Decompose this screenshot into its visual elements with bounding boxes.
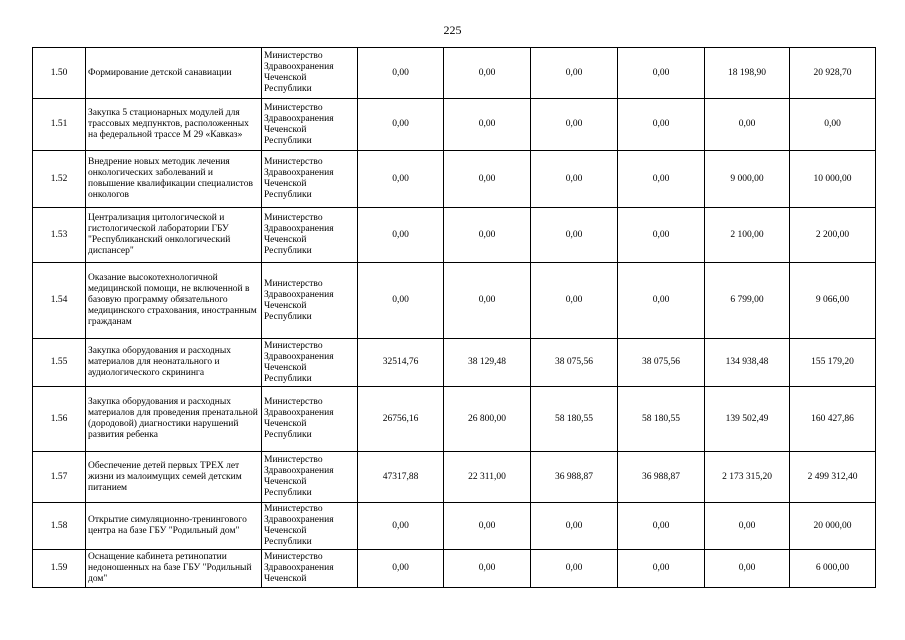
- value-cell: 0,00: [531, 208, 618, 263]
- value-cell: 9 000,00: [705, 151, 790, 208]
- table-row: [33, 208, 876, 263]
- row-number: 1.52: [33, 151, 86, 208]
- row-number: 1.55: [33, 339, 86, 387]
- value-cell: 32514,76: [358, 339, 444, 387]
- table-row: [33, 151, 876, 208]
- measure-name: Закупка 5 стационарных модулей для трассовых медпунктов, расположенных на федеральной трассе М 29 «Кавказ»: [86, 99, 262, 151]
- row-number: 1.56: [33, 387, 86, 452]
- row-number: 1.50: [33, 48, 86, 99]
- value-cell: 160 427,86: [790, 387, 876, 452]
- measure-name: Формирование детской санавиации: [86, 48, 262, 99]
- value-cell: 18 198,90: [705, 48, 790, 99]
- value-cell: 38 075,56: [618, 339, 705, 387]
- value-cell: 0,00: [358, 503, 444, 550]
- value-cell: 0,00: [444, 263, 531, 339]
- table-row: [33, 550, 876, 588]
- value-cell: 6 799,00: [705, 263, 790, 339]
- responsible-org: Министерство Здравоохранения Чеченской Республики: [262, 452, 358, 503]
- value-cell: 38 075,56: [531, 339, 618, 387]
- value-cell: 0,00: [444, 503, 531, 550]
- value-cell: 0,00: [358, 208, 444, 263]
- value-cell: 36 988,87: [618, 452, 705, 503]
- value-cell: 0,00: [531, 151, 618, 208]
- value-cell: 0,00: [358, 151, 444, 208]
- row-number: 1.51: [33, 99, 86, 151]
- value-cell: 134 938,48: [705, 339, 790, 387]
- value-cell: 0,00: [531, 550, 618, 588]
- row-number: 1.57: [33, 452, 86, 503]
- value-cell: 0,00: [358, 48, 444, 99]
- responsible-org: Министерство Здравоохранения Чеченской Республики: [262, 339, 358, 387]
- value-cell: 10 000,00: [790, 151, 876, 208]
- value-cell: 26 800,00: [444, 387, 531, 452]
- value-cell: 2 173 315,20: [705, 452, 790, 503]
- responsible-org: Министерство Здравоохранения Чеченской: [262, 550, 358, 588]
- measure-name: Открытие симуляционно-тренингового центра на базе ГБУ "Родильный дом": [86, 503, 262, 550]
- responsible-org: Министерство Здравоохранения Чеченской Республики: [262, 208, 358, 263]
- value-cell: 0,00: [531, 48, 618, 99]
- value-cell: 0,00: [705, 99, 790, 151]
- value-cell: 2 100,00: [705, 208, 790, 263]
- row-number: 1.58: [33, 503, 86, 550]
- value-cell: 0,00: [444, 550, 531, 588]
- table-row: [33, 339, 876, 387]
- value-cell: 2 200,00: [790, 208, 876, 263]
- table-row: [33, 48, 876, 99]
- value-cell: 139 502,49: [705, 387, 790, 452]
- value-cell: 38 129,48: [444, 339, 531, 387]
- value-cell: 0,00: [358, 99, 444, 151]
- responsible-org: Министерство Здравоохранения Чеченской Республики: [262, 503, 358, 550]
- table-row: [33, 387, 876, 452]
- measure-name: Внедрение новых методик лечения онкологических заболеваний и повышение квалификации специалистов онкологов: [86, 151, 262, 208]
- responsible-org: Министерство Здравоохранения Чеченской Республики: [262, 151, 358, 208]
- value-cell: 0,00: [531, 503, 618, 550]
- responsible-org: Министерство Здравоохранения Чеченской Республики: [262, 99, 358, 151]
- value-cell: 0,00: [705, 550, 790, 588]
- measure-name: Закупка оборудования и расходных материалов для проведения пренатальной (дородовой) диагностики нарушений развития ребенка: [86, 387, 262, 452]
- value-cell: 0,00: [618, 503, 705, 550]
- value-cell: 0,00: [531, 263, 618, 339]
- value-cell: 0,00: [444, 208, 531, 263]
- value-cell: 2 499 312,40: [790, 452, 876, 503]
- row-number: 1.54: [33, 263, 86, 339]
- budget-table: [32, 47, 876, 588]
- value-cell: 58 180,55: [618, 387, 705, 452]
- table-row: [33, 99, 876, 151]
- value-cell: 36 988,87: [531, 452, 618, 503]
- value-cell: 0,00: [444, 151, 531, 208]
- table-row: [33, 503, 876, 550]
- page-number: 225: [443, 23, 462, 37]
- value-cell: 0,00: [790, 99, 876, 151]
- value-cell: 20 928,70: [790, 48, 876, 99]
- value-cell: 6 000,00: [790, 550, 876, 588]
- value-cell: 0,00: [531, 99, 618, 151]
- value-cell: 58 180,55: [531, 387, 618, 452]
- measure-name: Оснащение кабинета ретинопатии недоношенных на базе ГБУ "Родильный дом": [86, 550, 262, 588]
- measure-name: Закупка оборудования и расходных материалов для неонатального и аудиологического скрининга: [86, 339, 262, 387]
- value-cell: 20 000,00: [790, 503, 876, 550]
- value-cell: 0,00: [618, 99, 705, 151]
- value-cell: 0,00: [358, 550, 444, 588]
- row-number: 1.59: [33, 550, 86, 588]
- value-cell: 47317,88: [358, 452, 444, 503]
- measure-name: Обеспечение детей первых ТРЕХ лет жизни из малоимущих семей детским питанием: [86, 452, 262, 503]
- measure-name: Оказание высокотехнологичной медицинской помощи, не включенной в базовую программу обязательного медицинского страхования, иностранным гражданам: [86, 263, 262, 339]
- value-cell: 0,00: [444, 99, 531, 151]
- value-cell: 22 311,00: [444, 452, 531, 503]
- responsible-org: Министерство Здравоохранения Чеченской Республики: [262, 263, 358, 339]
- value-cell: 0,00: [618, 550, 705, 588]
- value-cell: 26756,16: [358, 387, 444, 452]
- responsible-org: Министерство Здравоохранения Чеченской Республики: [262, 387, 358, 452]
- value-cell: 155 179,20: [790, 339, 876, 387]
- table-row: [33, 452, 876, 503]
- value-cell: 0,00: [705, 503, 790, 550]
- value-cell: 0,00: [618, 151, 705, 208]
- row-number: 1.53: [33, 208, 86, 263]
- value-cell: 0,00: [618, 48, 705, 99]
- measure-name: Централизация цитологической и гистологической лаборатории ГБУ "Республиканский онкологический диспансер": [86, 208, 262, 263]
- value-cell: 0,00: [358, 263, 444, 339]
- table-row: [33, 263, 876, 339]
- value-cell: 9 066,00: [790, 263, 876, 339]
- value-cell: 0,00: [618, 263, 705, 339]
- value-cell: 0,00: [444, 48, 531, 99]
- value-cell: 0,00: [618, 208, 705, 263]
- responsible-org: Министерство Здравоохранения Чеченской Республики: [262, 48, 358, 99]
